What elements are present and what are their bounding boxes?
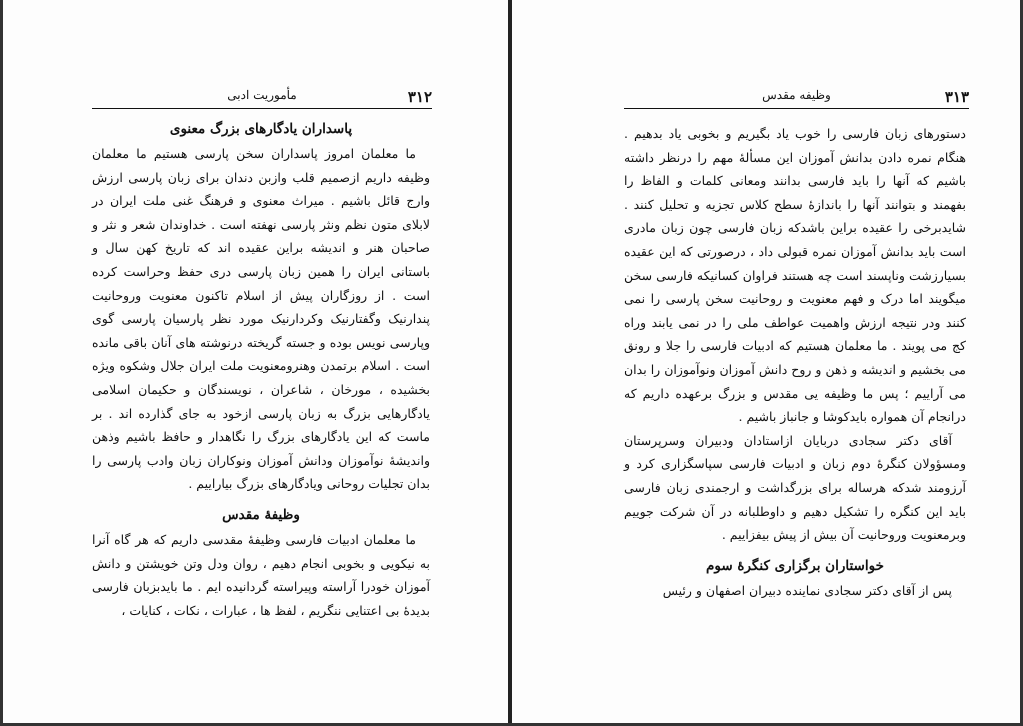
left-running-title: مأموریت ادبی [227,88,297,102]
paragraph-grammar: دستورهای زبان فارسی را خوب یاد بگیریم و بخوبی یاد بدهیم . هنگام نمره دادن بدانش آموزان این مسألهٔ مهم را درنظر داشته باشیم که آنها را باید فارسی بدانند ومعانی کلمات و الفاظ را بفهمند و بتوانند آنها را باندازهٔ سطح کلاس تجزیه و تحلیل کنند . شایدبرخی را عقیده براین باشدکه زبان فارسی چون زبان مادری است باید بدانش آموزان نمره قبولی داد ، درصورتی که این عقیده بسیارزشت وناپسند است چه هستند فراوان کسانیکه فارسی سخن میگویند اما درک و فهم معنویت و روحانیت سخن پارسی را نمی کنند ودر نتیجه ارزش واهمیت عواطف ملی را در نمی یابند وراه کج می پویند . ما معلمان هستیم که ادبیات فارسی را جلا و رونق می بخشیم و اندیشه و ذهن و روح دانش آموزان ونوآموزان را بدان می آراییم ؛ پس ما وظیفه یی مقدس و بزرگ برعهده داریم که درانجام آن همواره بایدکوشا و جانباز باشیم . [624,126,966,425]
right-running-title: وظیفه مقدس [762,88,831,102]
right-page-number: ۳۱۳ [944,88,969,106]
left-page-header [92,86,432,109]
paragraph-dr-sajjadi: آقای دکتر سجادی دربایان ازاستادان ودبیران وسرپرستان ومسؤولان کنگرهٔ دوم زبان و ادبیات فارسی سپاسگزاری کرد و آرزومند شدکه هرساله برای بزرگداشت و ارجمندی زبان فارسی باید این کنگره را تشکیل دهیم و داوطلبانه در آن شرکت جوییم وبرمعنویت وروحانیت آن بیش از پیش بیفزاییم . [624,432,966,543]
right-page-header [624,86,969,109]
paragraph-sacred-duty: ما معلمان ادبیات فارسی وظیفهٔ مقدسی داریم که هر گاه آنرا به نیکویی و بخوبی انجام دهیم ، روان ودل وتن خویشتن و دانش آموزان خودرا آراسته وپیراسته گردانیده ایم . ما بایدبزبان فارسی بدیدهٔ بی اعتنایی ننگریم ، لفظ ها ، عبارات ، نکات ، کنایات ، [92,531,430,618]
right-page-body [624,122,966,602]
left-border [0,0,3,726]
section-title-third-congress: خواستاران برگزاری کنگرهٔ سوم [706,557,884,574]
left-page [0,0,508,726]
paragraph-guardians: ما معلمان امروز پاسداران سخن پارسی هستیم ما معلمان وظیفه داریم ازصمیم قلب وازبن دندان برای زبان پارسی ارزش وارج قائل باشیم . میراث معنوی و فرهنگ غنی ملت ایران در لابلای متون نظم ونثر پارسی نهفته است . خداوندان شعر و نثر و صاحبان هنر و اندیشه براین عقیده اند که تاریخ کهن سال و باستانی ایران را همین زبان پارسی دری حفظ وحراست کرده است . از روزگاران پیش از اسلام تاکنون معنویت وروحانیت پندارنیک وگفتارنیک وکردارنیک مورد نظر پارسیان پارسی گوی وپارسی نویس بوده و جسته گریخته درنوشته های آنان باقی مانده است . اسلام برتمدن وهنرومعنویت ملت ایران جلال وشکوه ویژه بخشیده ، مورخان ، شاعران ، نویسندگان و حکیمان اسلامی یادگارهایی بزرگ به زبان پارسی ازخود به جای گذارده اند . بر ماست که این یادگارهای بزرگ را نگاهدار و حافظ باشیم وذهن واندیشهٔ نوآموزان ودانش آموزان ونوکاران زبان وادب پارسی را بدان تجلیات روحانی ویادگارهای بزرگ بیاراییم . [92,146,430,492]
paragraph-isfahan-representative: پس از آقای دکتر سجادی نماینده دبیران اصفهان و رئیس [662,582,952,598]
section-title-guardians: پاسداران یادگارهای بزرگ معنوی [169,121,353,137]
left-page-body [92,116,430,622]
section-title-sacred-duty: وظیفهٔ مقدس [222,506,300,523]
left-page-number: ۳۱۲ [407,88,432,106]
right-page [512,0,1023,726]
